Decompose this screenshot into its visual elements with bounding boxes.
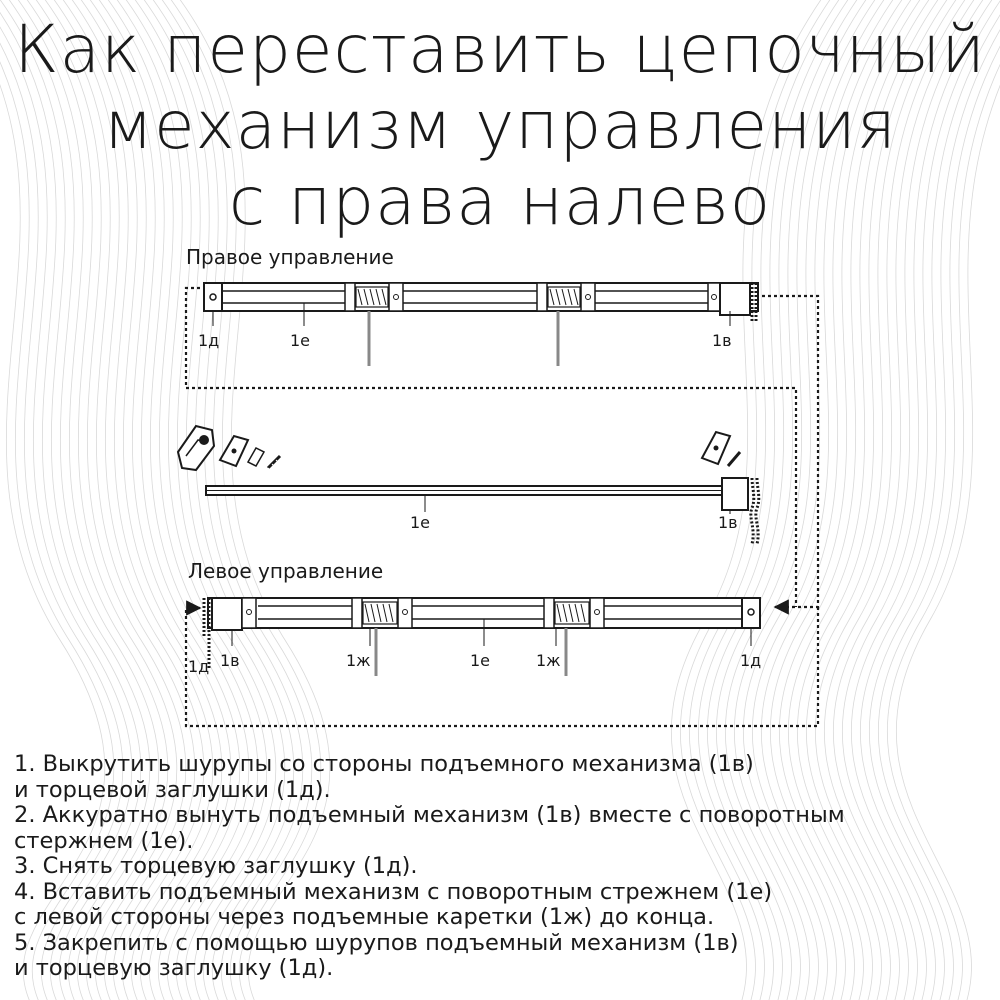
label-1zh: 1ж: [346, 651, 371, 670]
label-1d: 1д: [188, 657, 210, 676]
end-cap-1d: [204, 283, 222, 311]
instruction-step-3-line-1: 3. Снять торцевую заглушку (1д).: [14, 853, 418, 879]
instruction-step-1-line-2: и торцевой заглушки (1д).: [14, 776, 331, 803]
bracket-part-icon: [178, 426, 214, 470]
removed-parts-group: [178, 426, 759, 544]
label-1d: 1д: [198, 331, 220, 350]
instruction-step-2-line-2: стержнем (1е).: [14, 827, 194, 854]
label-1e: 1е: [290, 331, 311, 350]
right-control-rail: [204, 283, 758, 366]
left-control-caption: Левое управление: [188, 559, 384, 583]
end-cap-part-icon: [220, 436, 248, 466]
screw-icon: [268, 456, 280, 470]
mechanism-1v: [722, 478, 748, 510]
lifting-mechanism-1v: [708, 283, 756, 323]
label-1d: 1д: [740, 651, 762, 670]
instruction-step-1-line-1: 1. Выкрутить шурупы со стороны подъемного механизма (1в): [14, 751, 754, 777]
instructions-list: [14, 752, 994, 982]
end-cap-1d: [742, 598, 760, 628]
label-1v: 1в: [718, 513, 738, 532]
carriage: [537, 283, 595, 366]
instruction-step-4-line-2: с левой стороны через подъемные каретки (1ж) до конца.: [14, 904, 715, 930]
title-line-1: Как переставить цепочный: [14, 11, 986, 88]
label-1v: 1в: [220, 651, 240, 670]
instruction-step-2-line-1: 2. Аккуратно вынуть подъемный механизм (1в) вместе с поворотным: [14, 802, 845, 828]
label-1zh: 1ж: [536, 651, 561, 670]
label-1e: 1е: [410, 513, 431, 532]
label-1e: 1е: [470, 651, 491, 670]
title-line-3: с права налево: [228, 163, 772, 240]
instruction-step-5-line-1: 5. Закрепить с помощью шурупов подъемный механизм (1в): [14, 929, 739, 956]
mechanism-cap-part-icon: [702, 432, 730, 464]
right-control-caption: Правое управление: [186, 245, 394, 269]
title-line-2: механизм управления: [103, 87, 897, 164]
instruction-step-5-line-2: и торцевую заглушку (1д).: [14, 955, 334, 981]
carriage: [345, 283, 403, 366]
small-plate-icon: [248, 448, 264, 466]
connector-right-out: [762, 296, 818, 607]
instruction-step-4-line-1: 4. Вставить подъемный механизм с поворотным стрежнем (1е): [14, 878, 773, 905]
screw-icon: [728, 452, 740, 466]
chain-icon: [751, 478, 754, 544]
label-1v: 1в: [712, 331, 732, 350]
